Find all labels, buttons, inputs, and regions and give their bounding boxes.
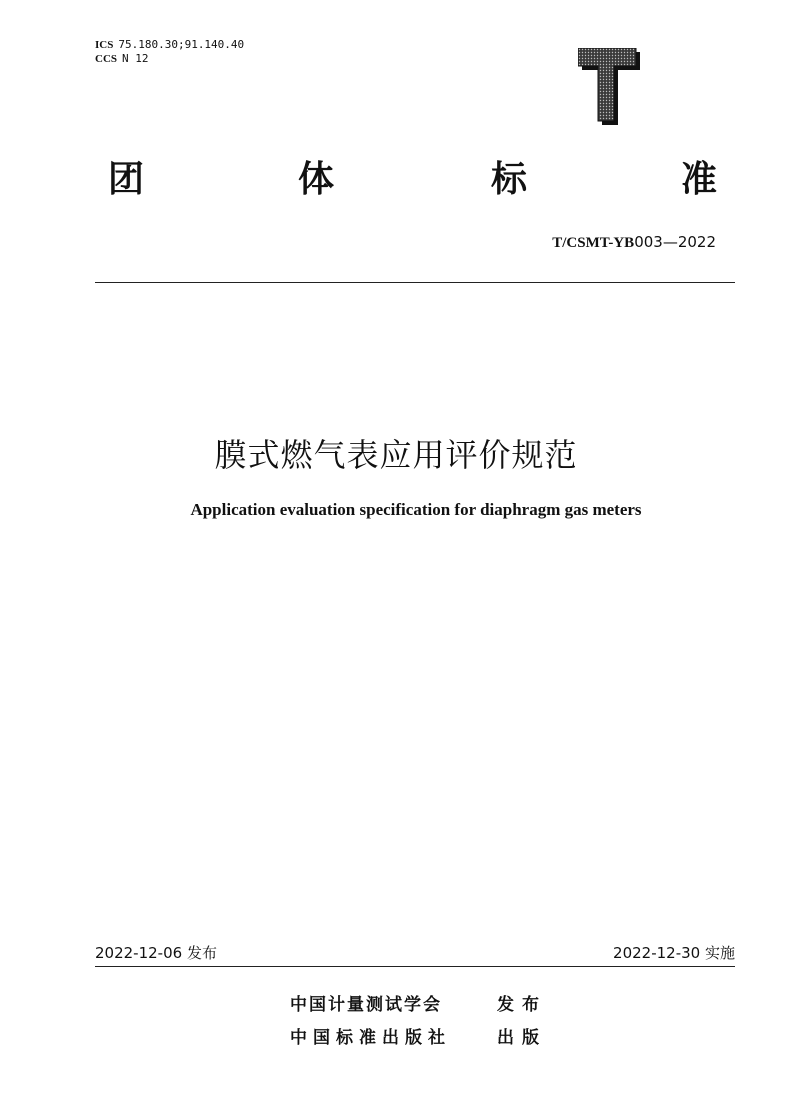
heading-char-4: 准 xyxy=(681,159,718,200)
ics-label: ICS xyxy=(95,39,114,51)
publisher-action: 发布 xyxy=(497,995,547,1015)
standard-code-suffix: 003—2022 xyxy=(634,233,716,251)
ccs-line xyxy=(95,52,244,66)
title-chinese: 膜式燃气表应用评价规范 xyxy=(214,436,578,474)
ics-line xyxy=(95,38,244,52)
document-type-heading xyxy=(108,160,723,200)
standard-code xyxy=(552,233,716,252)
heading-char-2: 体 xyxy=(298,159,335,200)
publisher-org: 中国计量测试学会 xyxy=(290,995,442,1015)
publish-date: 2022-12-06 发布 xyxy=(95,944,217,962)
standard-t-logo xyxy=(578,48,640,125)
title-english: Application evaluation specification for diaphragm gas meters xyxy=(190,500,642,519)
heading-char-1: 团 xyxy=(108,159,145,200)
standard-code-prefix: T/CSMT-YB xyxy=(552,235,635,251)
classification-codes xyxy=(95,38,244,66)
heading-char-3: 标 xyxy=(491,159,528,200)
printer-org: 中国标准出版社 xyxy=(290,1028,451,1048)
bottom-divider xyxy=(95,966,735,967)
ccs-value: N 12 xyxy=(122,52,149,65)
printer-action: 出版 xyxy=(497,1028,547,1048)
ics-value: 75.180.30;91.140.40 xyxy=(118,38,245,51)
implement-date: 2022-12-30 实施 xyxy=(613,944,735,962)
top-divider xyxy=(95,282,735,283)
ccs-label: CCS xyxy=(95,53,118,65)
